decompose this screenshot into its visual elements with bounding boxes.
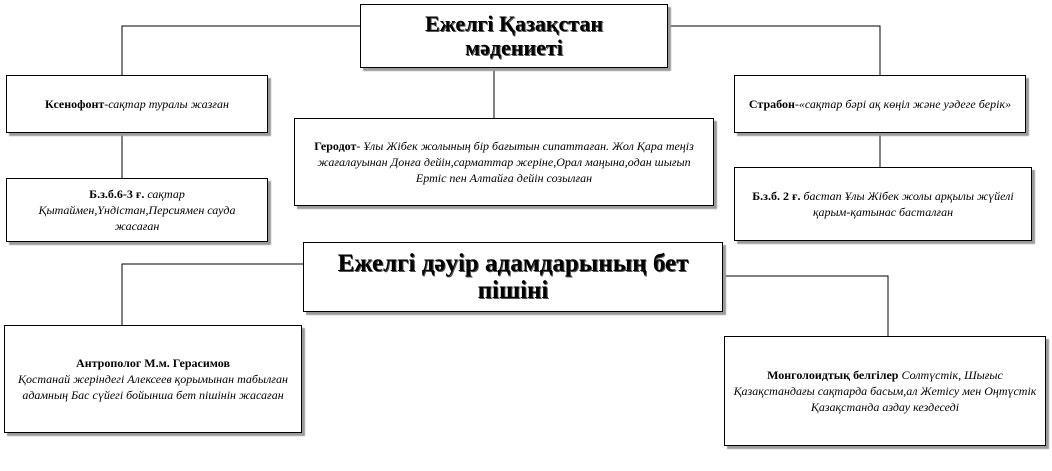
strabo-box: [734, 75, 1026, 133]
herodotus-box: [294, 118, 714, 206]
strabo-text: -«сақтар бәрі ақ көңіл және уәдеге берік»: [794, 97, 1012, 111]
bc-2-text: бастап Ұлы Жібек жолы арқылы жүйелі қарым-қатынас басталған: [800, 189, 1014, 219]
strabo-name: Страбон: [748, 97, 795, 111]
title-mid-line1: Ежелгі дәуір адамдарының бет: [337, 250, 689, 277]
mongoloid-box: [724, 336, 1046, 446]
title-top-line2: мәдениеті: [465, 35, 563, 60]
title-ancient-kazakhstan-culture: [360, 4, 668, 68]
connector-top-left: [122, 26, 360, 75]
herodotus-name: Геродот: [314, 139, 357, 153]
mongoloid-text: Солтүстік, Шығыс Қазақстандағы сақтарда басым,ал Жетісу мен Оңтүстік Қазақстанда аздау кездеседі: [733, 368, 1037, 414]
anthropologist-box: [4, 325, 302, 433]
connector-mid-left: [122, 264, 303, 325]
title-ancient-people-faces: [303, 242, 723, 312]
herodotus-text: - Ұлы Жібек жолының бір бағытын сипаттаған. Жол Қара теңіз жағалауынан Донға дейін,сарматтар жеріне,Орал маңына,одан шығып Ертіс пен Алтайға дейін созылған: [317, 139, 694, 185]
mongoloid-title: Монголоидтық белгілер: [767, 368, 899, 382]
connector-top-right: [668, 26, 880, 75]
title-top-line1: Ежелгі Қазақстан: [424, 11, 604, 36]
connector-mid-right: [723, 276, 888, 336]
title-mid-line2: пішіні: [477, 277, 549, 304]
anthropologist-text: Қостанай жеріндегі Алексеев қорымынан табылған адамның Бас сүйегі бойынша бет пішінін жасаған: [18, 372, 288, 402]
bc-6-3-text: сақтар Қытаймен,Үндістан,Персиямен сауда жасаған: [38, 187, 236, 233]
bc-2-date: Б.з.б. 2 ғ.: [752, 189, 801, 203]
xenophon-text: -сақтар туралы жазған: [104, 97, 229, 111]
bc-2-century-box: [734, 167, 1032, 241]
xenophon-name: Ксенофонт: [45, 97, 105, 111]
anthropologist-name: Антрополог М.м. Герасимов: [76, 356, 230, 370]
bc-6-3-century-box: [6, 178, 268, 242]
xenophon-box: [6, 75, 268, 133]
bc-6-3-date: Б.з.б.6-3 ғ.: [89, 187, 145, 201]
